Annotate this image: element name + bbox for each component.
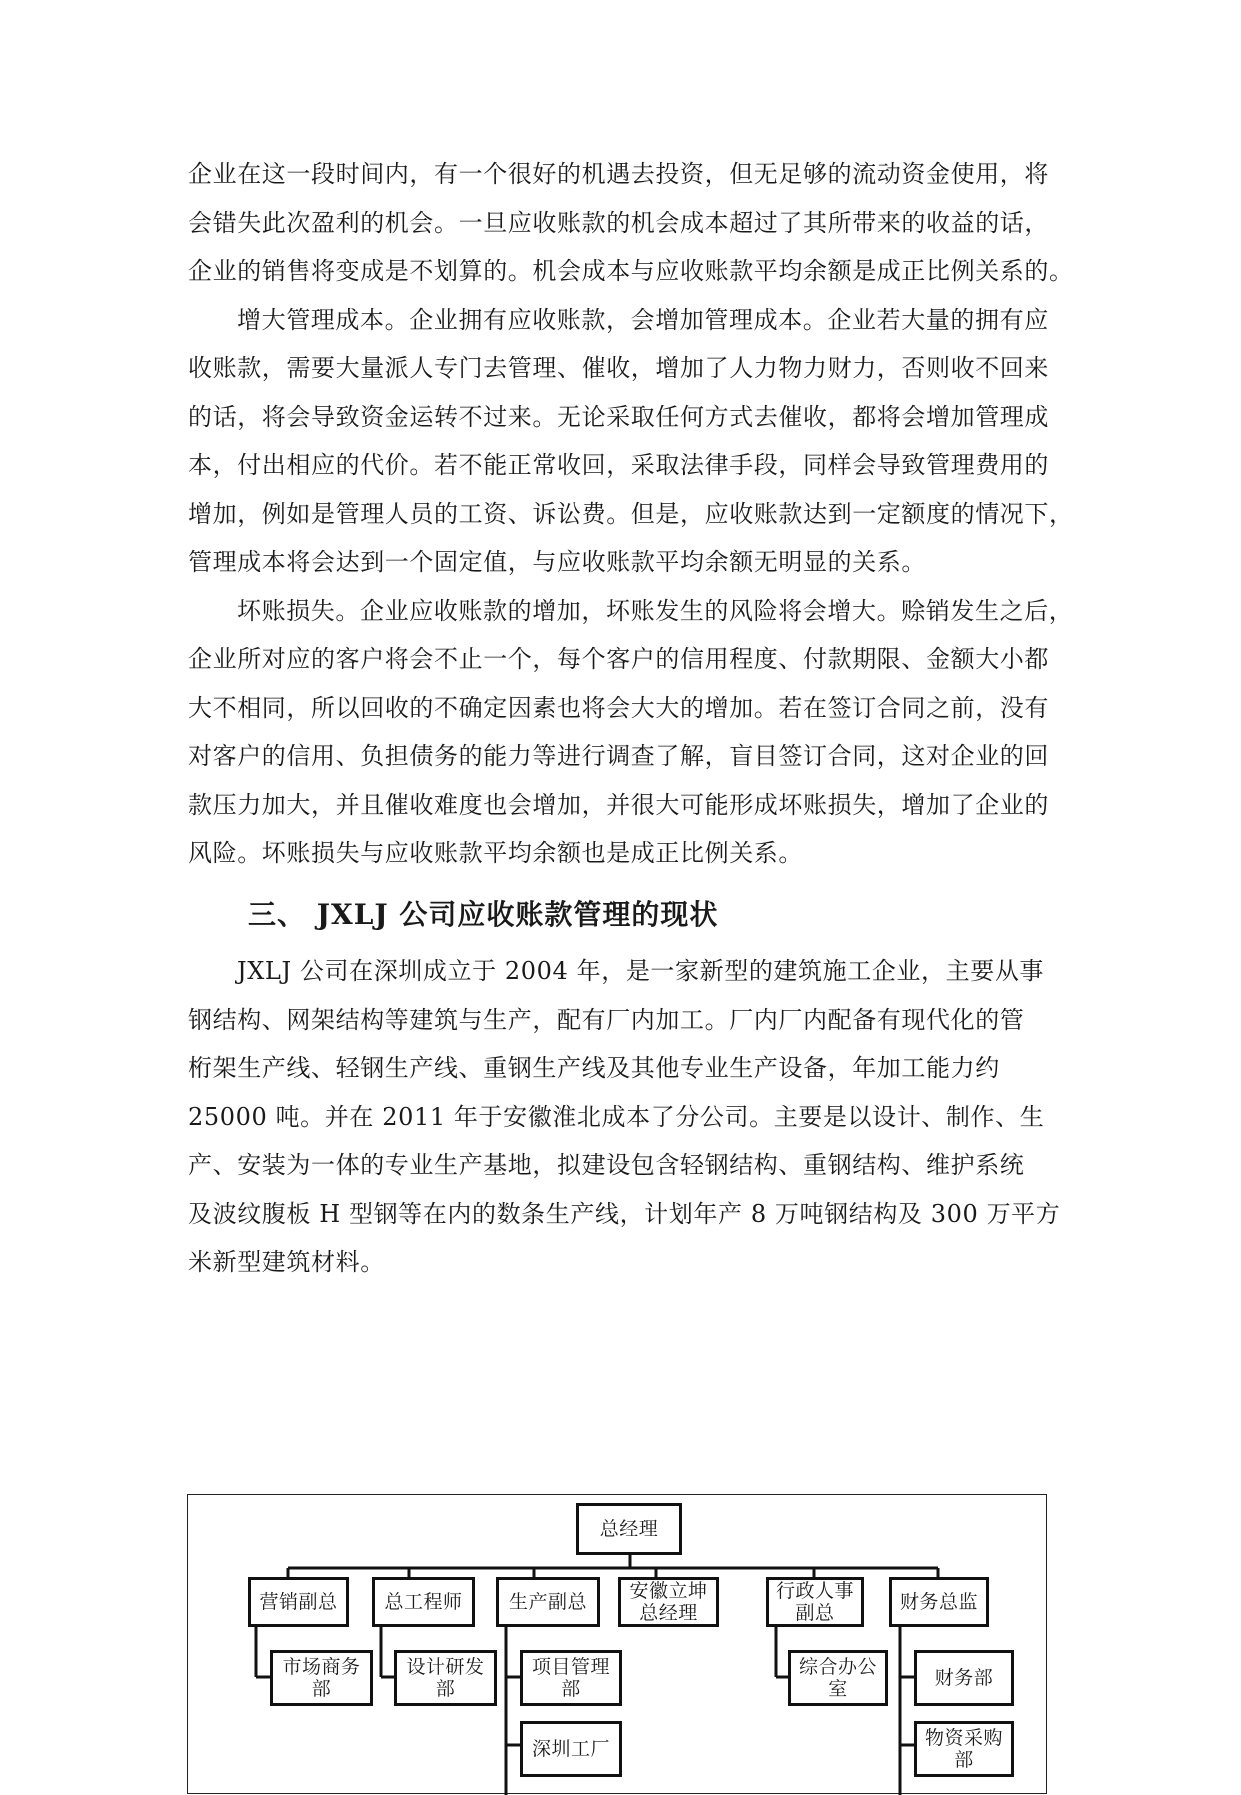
body-text-company <box>188 947 1061 1287</box>
paragraph-line: 企业所对应的客户将会不止一个，每个客户的信用程度、付款期限、金额大小都 <box>188 645 1049 673</box>
org-node-market-business-dept: 市场商务部 <box>270 1650 373 1706</box>
paragraph-line: 25000 吨。并在 2011 年于安徽淮北成本了分公司。主要是以设计、制作、生 <box>188 1102 1045 1131</box>
paragraph-line: 的话，将会导致资金运转不过来。无论采取任何方式去催收，都将会增加管理成 <box>188 402 1049 431</box>
org-node-production-vp: 生产副总 <box>496 1577 600 1627</box>
paragraph-line: 收账款，需要大量派人专门去管理、催收，增加了人力物力财力，否则收不回来 <box>188 354 1049 382</box>
paragraph-line: 企业的销售将变成是不划算的。机会成本与应收账款平均余额是成正比例关系的。 <box>188 257 1074 285</box>
paragraph-line: 钢结构、网架结构等建筑与生产，配有厂内加工。厂内厂内配备有现代化的管 <box>188 1005 1025 1034</box>
paragraph-line: 对客户的信用、负担债务的能力等进行调查了解，盲目签订合同，这对企业的回 <box>188 742 1049 770</box>
paragraph-line: 大不相同，所以回收的不确定因素也将会大大的增加。若在签订合同之前，没有 <box>188 693 1049 722</box>
org-node-sales-vp: 营销副总 <box>248 1577 349 1627</box>
org-node-shenzhen-factory: 深圳工厂 <box>520 1721 622 1777</box>
paragraph-line: 款压力加大，并且催收难度也会增加，并很大可能形成坏账损失，增加了企业的 <box>188 790 1049 819</box>
section-heading: 三、 JXLJ 公司应收账款管理的现状 <box>248 898 719 931</box>
paragraph-line: 企业在这一段时间内，有一个很好的机遇去投资，但无足够的流动资金使用，将 <box>188 160 1049 188</box>
paragraph-line: 增加，例如是管理人员的工资、诉讼费。但是，应收账款达到一定额度的情况下， <box>188 499 1074 528</box>
org-node-general-office: 综合办公室 <box>788 1650 888 1706</box>
paragraph-line: 本，付出相应的代价。若不能正常收回，采取法律手段，同样会导致管理费用的 <box>188 451 1049 479</box>
org-node-admin-hr-vp: 行政人事副总 <box>766 1577 864 1627</box>
paragraph-line: 及波纹腹板 H 型钢等在内的数条生产线，计划年产 8 万吨钢结构及 300 万平方 <box>188 1199 1061 1228</box>
org-node-project-management-dept: 项目管理部 <box>520 1650 622 1706</box>
org-node-cfo: 财务总监 <box>889 1577 989 1627</box>
org-node-anhui-general-manager: 安徽立坤总经理 <box>618 1577 719 1627</box>
paragraph-line: 坏账损失。企业应收账款的增加，坏账发生的风险将会增大。赊销发生之后， <box>237 596 1074 625</box>
body-text-top <box>188 150 1074 878</box>
org-node-design-rd-dept: 设计研发部 <box>394 1650 497 1706</box>
org-node-procurement-dept: 物资采购部 <box>914 1721 1014 1777</box>
paragraph-line: 米新型建筑材料。 <box>188 1248 385 1276</box>
paragraph-line: 产、安装为一体的专业生产基地，拟建设包含轻钢结构、重钢结构、维护系统 <box>188 1151 1025 1179</box>
paragraph-line: 增大管理成本。企业拥有应收账款，会增加管理成本。企业若大量的拥有应 <box>237 305 1049 334</box>
paragraph-line: 桁架生产线、轻钢生产线、重钢生产线及其他专业生产设备，年加工能力约 <box>188 1054 1000 1082</box>
org-node-general-manager: 总经理 <box>576 1503 682 1555</box>
org-node-finance-dept: 财务部 <box>914 1650 1014 1706</box>
paragraph-line: 会错失此次盈利的机会。一旦应收账款的机会成本超过了其所带来的收益的话， <box>188 208 1049 237</box>
org-chart <box>187 1494 1047 1794</box>
paragraph-line: 管理成本将会达到一个固定值，与应收账款平均余额无明显的关系。 <box>188 548 926 576</box>
paragraph-line: 风险。坏账损失与应收账款平均余额也是成正比例关系。 <box>188 839 803 867</box>
paragraph-line: JXLJ 公司在深圳成立于 2004 年，是一家新型的建筑施工企业，主要从事 <box>237 957 1045 985</box>
org-node-chief-engineer: 总工程师 <box>372 1577 475 1627</box>
